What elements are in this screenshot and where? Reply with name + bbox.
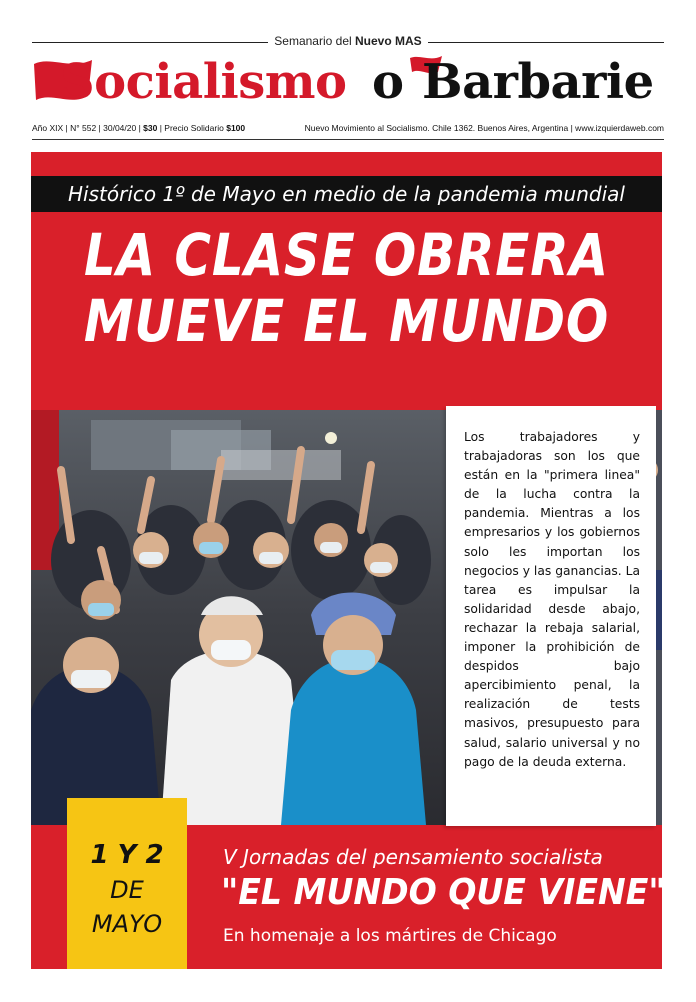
masthead-rule-right bbox=[428, 42, 664, 43]
kicker-bar: Histórico 1º de Mayo en medio de la pandemia mundial bbox=[31, 176, 662, 212]
event-subtitle: V Jornadas del pensamiento socialista bbox=[223, 845, 603, 869]
masthead-divider bbox=[32, 139, 664, 140]
main-headline: LA CLASE OBRERA MUEVE EL MUNDO bbox=[83, 221, 610, 355]
front-page-hero bbox=[31, 152, 666, 969]
masthead-rule-left bbox=[32, 42, 268, 43]
lead-article-text: Los trabajadores y trabajadoras son los que están en la "primera linea" de la lucha contra la pandemia. Mientras a los empresarios y los gobiernos solo les importan los negocios y las ganancias. La tarea es impulsar la solidaridad desde abajo, rechazar la rebaja salarial, imponer la prohibición de despidos bajo apercibimiento penal, la realización de tests masivos, presupuesto para salud, salario universal y no pago de la deuda externa. bbox=[464, 430, 640, 769]
event-date-month: MAYO bbox=[91, 910, 163, 938]
logo-socialismo: Socialismo bbox=[60, 54, 347, 110]
newspaper-logo bbox=[30, 50, 670, 116]
lead-article-box bbox=[446, 406, 656, 826]
issue-meta: Año XIX | N° 552 | 30/04/20 | $30 | Precio Solidario $100 bbox=[32, 123, 246, 133]
org-address: Nuevo Movimiento al Socialismo. Chile 1362. Buenos Aires, Argentina | www.izquierdaweb.com bbox=[304, 123, 664, 133]
logo-barbarie: Barbarie bbox=[422, 54, 654, 110]
event-date-days: 1 Y 2 bbox=[90, 840, 164, 870]
event-date-de: DE bbox=[110, 876, 144, 904]
weekly-label: Semanario del Nuevo MAS bbox=[274, 34, 422, 48]
event-date-box bbox=[67, 798, 187, 969]
event-title: "EL MUNDO QUE VIENE" bbox=[221, 872, 666, 913]
logo-o: o bbox=[372, 54, 404, 110]
event-tribute: En homenaje a los mártires de Chicago bbox=[223, 926, 557, 946]
